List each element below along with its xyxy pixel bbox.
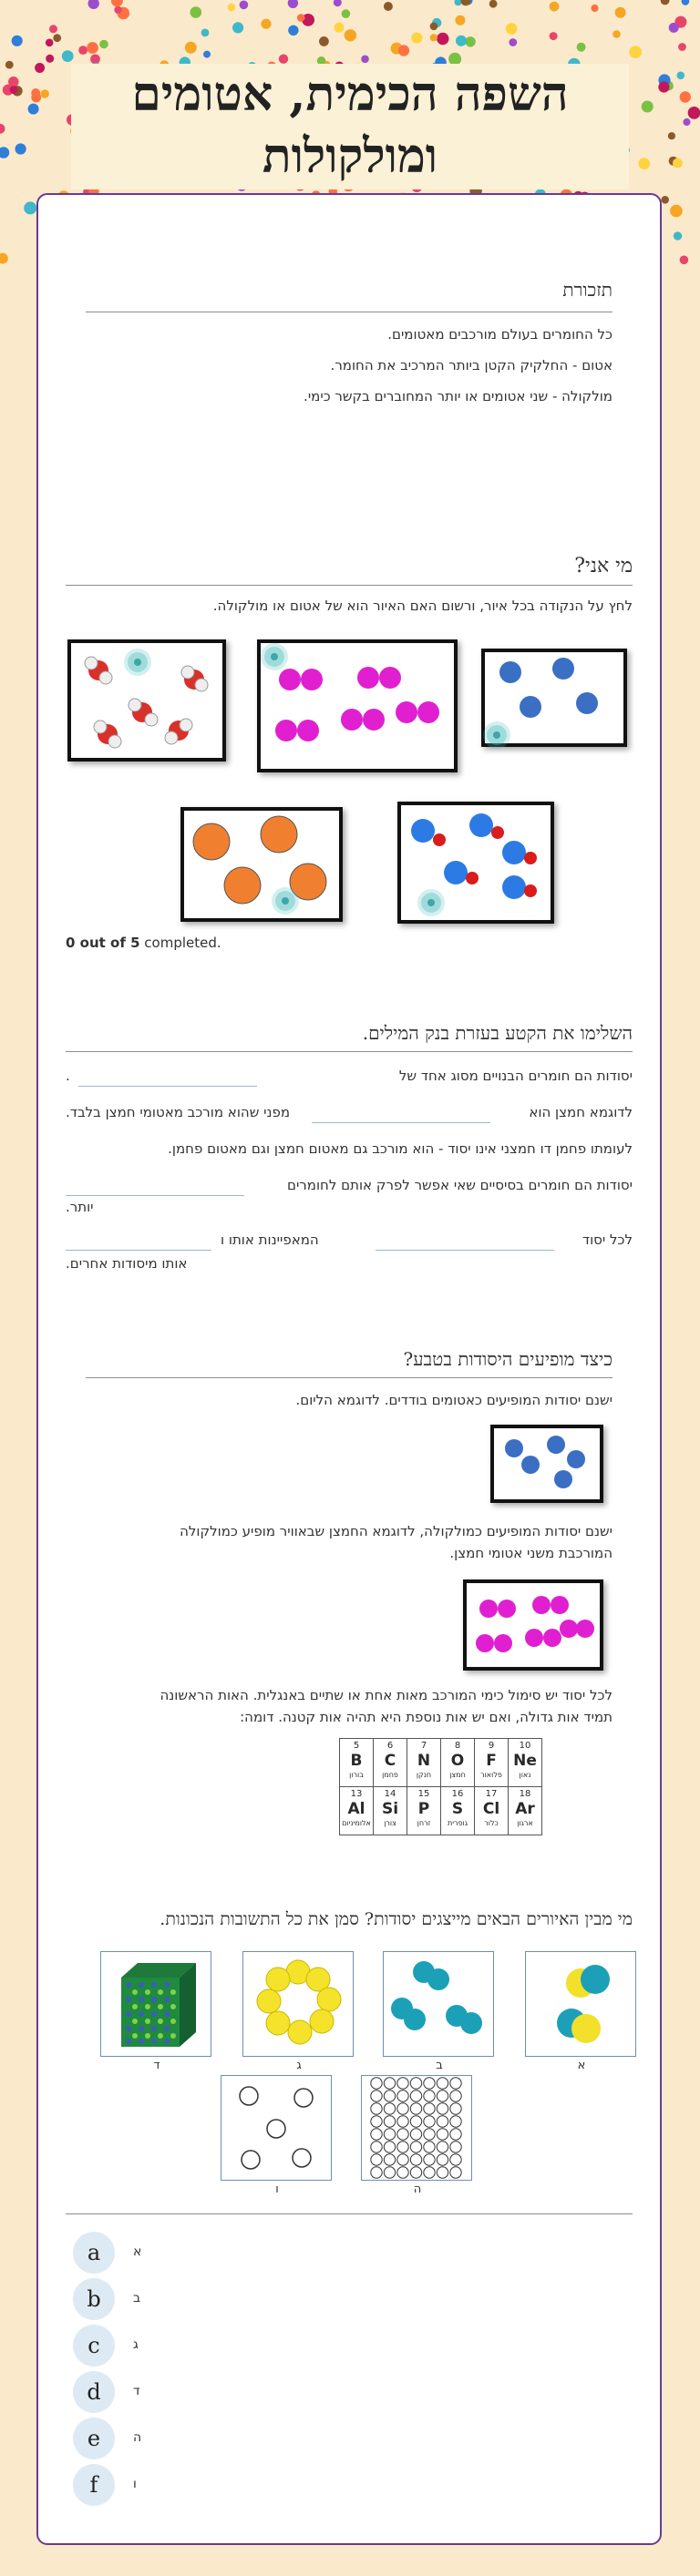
confetti-dot (232, 22, 243, 33)
element-cell (509, 1739, 542, 1787)
nature-divider (86, 1377, 612, 1378)
atomic-number: 9 (488, 1741, 495, 1751)
option-d-button[interactable]: d (73, 2371, 115, 2413)
confetti-dot (24, 201, 36, 214)
option-c-label: ג (133, 2337, 139, 2352)
grid-atom (410, 2116, 421, 2127)
confetti-dot (411, 33, 422, 44)
confetti-dot (35, 63, 45, 73)
grid-atom (450, 2090, 461, 2101)
element-symbol: S (451, 1800, 464, 1818)
confetti-dot (642, 101, 654, 113)
grid-atom (424, 2167, 435, 2178)
grid-atom (437, 2129, 448, 2140)
worksheet-card (36, 193, 662, 2545)
confetti-dot (506, 23, 518, 35)
grid-atom (424, 2090, 435, 2101)
grid-atom (371, 2078, 382, 2089)
quiz-image-d (100, 1951, 211, 2057)
confetti-dot (638, 158, 650, 169)
element-cell (475, 1739, 509, 1787)
grid-atom (450, 2154, 461, 2165)
nature-line-3a: לכל יסוד יש סימול כימי המורכב מאות אחת או שתיים באנגלית. האות הראשונה (160, 1687, 612, 1703)
confetti-dot (591, 5, 598, 12)
grid-atom (450, 2078, 461, 2089)
reminder-line-2: אטום - החלקיק הקטן ביותר המרכיב את החומר. (330, 357, 612, 373)
blank-3[interactable] (66, 1195, 244, 1196)
element-name: כלור (484, 1819, 499, 1827)
element-name: אלומיניום (342, 1819, 371, 1827)
option-c-button[interactable]: c (73, 2325, 115, 2366)
element-name: פלואור (480, 1771, 502, 1779)
periodic-table-excerpt (339, 1738, 542, 1835)
confetti-dot (658, 81, 669, 92)
grid-atom (437, 2142, 448, 2152)
image-oxygen-pairs (463, 1579, 603, 1671)
grid-atom (384, 2142, 395, 2152)
progress-suffix: completed. (139, 935, 221, 951)
quiz-divider (66, 2213, 633, 2214)
grid-atom (424, 2078, 435, 2089)
confetti-dot (680, 91, 691, 102)
element-symbol: Al (347, 1800, 365, 1818)
confetti-dot (342, 9, 351, 18)
element-symbol: Ar (515, 1800, 535, 1818)
confetti-dot (111, 0, 123, 6)
blank-5[interactable] (66, 1250, 211, 1251)
confetti-dot (674, 231, 682, 240)
confetti-dot (430, 23, 438, 31)
quiz-image-e-drawing (362, 2076, 471, 2180)
element-cell (441, 1739, 475, 1787)
confetti-dot (319, 36, 329, 46)
grid-atom (410, 2129, 421, 2140)
grid-atom (397, 2116, 408, 2127)
option-b-label: ב (133, 2291, 141, 2305)
atomic-number: 15 (417, 1789, 430, 1799)
confetti-dot (46, 55, 54, 63)
option-f-button[interactable]: f (73, 2464, 115, 2506)
nature-heading: כיצד מופיעים היסודות בטבע? (403, 1348, 612, 1370)
reminder-line-3: מולקולה - שני אטומים או יותר המחוברים בקשר כימי. (304, 388, 612, 404)
fill-in-divider (66, 1051, 633, 1052)
quiz-image-a (525, 1951, 636, 2057)
grid-atom (397, 2142, 408, 2152)
confetti-dot (203, 51, 211, 58)
confetti-dot (680, 256, 689, 265)
element-name: בורון (349, 1771, 364, 1779)
element-cell (509, 1787, 542, 1835)
grid-atom (397, 2154, 408, 2165)
confetti-dot (550, 32, 558, 40)
option-e-button[interactable]: e (73, 2418, 115, 2459)
grid-atom (397, 2129, 408, 2140)
confetti-dot (455, 0, 462, 5)
fill-in-line-5-end: אותו מיסודות אחרים. (66, 1255, 188, 1272)
atomic-number: 16 (451, 1789, 464, 1799)
confetti-dot (0, 253, 8, 264)
periodic-row (340, 1739, 542, 1787)
quiz-image-b (383, 1951, 494, 2057)
who-am-i-instruction: לחץ על הנקודה בכל איור, ורשום האם האיור הוא של אטום או מולקולה. (212, 598, 633, 614)
grid-atom (437, 2090, 448, 2101)
confetti-dot (465, 36, 475, 46)
nature-line-2a: ישנם יסודות המופיעים כמולקולה, לדוגמא החמצן שבאוויר מופיע כמולקולה (180, 1523, 612, 1539)
element-name: ארגון (517, 1819, 533, 1827)
confetti-dot (87, 42, 98, 54)
grid-atom (371, 2129, 382, 2140)
confetti-dot (612, 30, 621, 38)
quiz-image-f (221, 2075, 332, 2181)
confetti-dot (0, 147, 9, 158)
fill-in-line-5-mid: המאפיינות אותו ו (221, 1232, 319, 1248)
confetti-dot (12, 36, 23, 46)
confetti-dot (398, 45, 409, 56)
option-e-label: ה (133, 2430, 142, 2445)
grid-atom (424, 2103, 435, 2114)
grid-atom (397, 2103, 408, 2114)
confetti-dot (99, 40, 108, 49)
confetti-dot (10, 86, 18, 94)
grid-atom (397, 2090, 408, 2101)
fill-in-heading: השלימו את הקטע בעזרת בנק המילים. (362, 1022, 633, 1044)
confetti-dot (261, 19, 271, 29)
image-water-molecules (67, 639, 226, 762)
grid-atom (371, 2142, 382, 2152)
hotspot-large-atoms[interactable] (275, 891, 295, 911)
confetti-dot (288, 26, 298, 36)
grid-atom (384, 2078, 395, 2089)
confetti-dot (41, 89, 49, 97)
grid-atom (371, 2116, 382, 2127)
grid-atom (397, 2167, 408, 2178)
grid-atom (384, 2167, 395, 2178)
confetti-dot (288, 0, 298, 8)
confetti-dot (550, 2, 560, 12)
who-am-i-heading: מי אני? (574, 555, 633, 578)
element-cell (374, 1739, 407, 1787)
nature-line-3b: תמיד אות גדולה, ואם יש אות נוספת היא תהיה אות קטנה. דומה: (240, 1709, 612, 1725)
element-symbol: P (417, 1800, 430, 1818)
grid-atom (424, 2116, 435, 2127)
who-am-i-divider (66, 585, 633, 586)
confetti-dot (615, 7, 626, 18)
grid-atom (371, 2103, 382, 2114)
grid-atom (384, 2116, 395, 2127)
fill-in-line-1-end: . (66, 1068, 70, 1084)
periodic-row (340, 1787, 542, 1835)
element-symbol: Cl (482, 1800, 500, 1818)
hotspot-compound[interactable] (421, 893, 441, 913)
element-name: צורן (384, 1819, 396, 1827)
blank-4[interactable] (376, 1250, 554, 1251)
quiz-image-b-drawing (384, 1952, 493, 2056)
grid-atom (437, 2116, 448, 2127)
confetti-dot (661, 196, 669, 204)
image-helium-atoms (490, 1425, 603, 1503)
confetti-dot (456, 36, 467, 46)
confetti-dot (240, 1, 249, 10)
grid-atom (450, 2129, 461, 2140)
hotspot-atoms[interactable] (487, 725, 507, 745)
image-oxygen-molecules (257, 639, 458, 772)
grid-atom (450, 2142, 461, 2152)
fill-in-line-2-start: לדוגמא חמצן הוא (529, 1104, 633, 1120)
element-name: גופרית (447, 1819, 468, 1827)
fill-in-line-5-start: לכל יסוד (582, 1232, 633, 1248)
atomic-number: 17 (485, 1789, 498, 1799)
quiz-image-c-label: ג (296, 2059, 302, 2072)
page-title: השפה הכימית, אטומים ומולקולות (71, 64, 629, 189)
confetti-dot (46, 39, 54, 47)
confetti-dot (509, 38, 517, 46)
quiz-image-d-label: ד (153, 2059, 160, 2072)
grid-atom (384, 2090, 395, 2101)
fill-in-line-1: יסודות הם חומרים הבנויים מסוג אחד של (398, 1068, 633, 1084)
confetti-dot (455, 15, 465, 26)
element-symbol: Si (381, 1800, 399, 1818)
element-name: נאון (519, 1771, 531, 1779)
grid-atom (410, 2090, 421, 2101)
helium-atoms-drawing (494, 1428, 600, 1499)
option-d-label: ד (133, 2384, 140, 2398)
confetti-dot (361, 56, 369, 64)
confetti-dot (345, 29, 356, 41)
element-symbol: O (450, 1752, 465, 1770)
confetti-dot (279, 54, 288, 63)
confetti-dot (669, 23, 679, 33)
confetti-dot (461, 0, 471, 5)
confetti-dot (688, 107, 700, 119)
reminder-line-1: כל החומרים בעולם מורכבים מאטומים. (387, 326, 612, 342)
grid-atom (450, 2116, 461, 2127)
reminder-heading: תזכורת (562, 279, 612, 301)
confetti-dot (629, 46, 642, 58)
grid-atom (384, 2154, 395, 2165)
atomic-number: 18 (519, 1789, 531, 1799)
confetti-dot (677, 72, 685, 80)
quiz-image-b-label: ב (436, 2059, 443, 2072)
confetti-dot (88, 0, 99, 9)
progress-status (66, 935, 221, 951)
grid-atom (450, 2167, 461, 2178)
confetti-dot (28, 104, 39, 115)
atomic-number: 7 (420, 1741, 427, 1751)
confetti-dot (577, 43, 586, 52)
confetti-dot (335, 23, 345, 33)
quiz-image-e-label: ה (413, 2182, 422, 2196)
grid-atom (371, 2090, 382, 2101)
confetti-dot (185, 42, 197, 54)
nature-line-1: ישנם יסודות המופיעים כאטומים בודדים. לדוגמא הליום. (295, 1392, 612, 1408)
grid-atom (410, 2154, 421, 2165)
confetti-dot (334, 0, 342, 6)
confetti-dot (201, 29, 210, 37)
blank-1[interactable] (78, 1086, 257, 1087)
confetti-dot (678, 43, 686, 51)
grid-atom (424, 2142, 435, 2152)
quiz-image-a-drawing (526, 1952, 635, 2056)
confetti-dot (489, 0, 498, 8)
grid-atom (371, 2154, 382, 2165)
confetti-dot (15, 143, 26, 154)
grid-atom (437, 2078, 448, 2089)
atomic-number: 14 (384, 1789, 396, 1799)
oxygen-pairs-drawing (467, 1583, 600, 1667)
grid-atom (410, 2167, 421, 2178)
element-cell (407, 1787, 441, 1835)
option-f-label: ו (133, 2477, 137, 2491)
atomic-number: 6 (386, 1741, 394, 1751)
confetti-dot (661, 0, 670, 5)
nature-line-2b: המורכבת משני אטומי חמצן. (449, 1545, 612, 1561)
quiz-image-e (361, 2075, 472, 2181)
confetti-dot (682, 0, 690, 5)
confetti-dot (228, 4, 235, 11)
image-single-atoms (481, 649, 627, 747)
atomic-number: 5 (353, 1741, 360, 1751)
hotspot-water[interactable] (128, 652, 148, 672)
option-b-button[interactable]: b (73, 2278, 115, 2320)
quiz-image-c (242, 1951, 354, 2057)
element-cell (374, 1787, 407, 1835)
confetti-dot (190, 6, 202, 18)
grid-atom (450, 2103, 461, 2114)
confetti-dot (430, 34, 438, 41)
confetti-dot (53, 34, 61, 42)
quiz-image-f-label: ו (275, 2182, 279, 2196)
element-symbol: N (417, 1752, 431, 1770)
element-symbol: Ne (513, 1752, 537, 1770)
grid-atom (410, 2142, 421, 2152)
diatomic-molecules-drawing (261, 643, 454, 769)
grid-atom (437, 2103, 448, 2114)
confetti-dot (5, 61, 14, 69)
quiz-image-a-label: א (577, 2059, 586, 2072)
confetti-dot (0, 124, 5, 134)
element-name: זרחן (417, 1819, 431, 1827)
progress-count: 0 out of 5 (66, 935, 140, 951)
element-cell (441, 1787, 475, 1835)
confetti-dot (384, 2, 393, 11)
large-atoms-drawing (184, 811, 339, 918)
grid-atom (410, 2103, 421, 2114)
confetti-dot (668, 132, 675, 139)
quiz-image-d-drawing (101, 1952, 211, 2056)
confetti-dot (437, 33, 448, 45)
atomic-number: 8 (454, 1741, 461, 1751)
fill-in-line-2-end: מפני שהוא מורכב מאטומי חמצן בלבד. (66, 1104, 291, 1120)
element-name: חמצן (449, 1771, 466, 1779)
confetti-dot (31, 88, 40, 97)
atomic-number: 10 (519, 1741, 531, 1751)
element-name: פחמן (382, 1771, 398, 1779)
element-cell (340, 1787, 374, 1835)
element-cell (407, 1739, 441, 1787)
grid-atom (437, 2167, 448, 2178)
grid-atom (397, 2078, 408, 2089)
quiz-image-f-drawing (221, 2076, 331, 2180)
confetti-dot (78, 46, 88, 55)
element-symbol: C (384, 1752, 396, 1770)
fill-in-line-4-start: יסודות הם חומרים בסיסיים שאי אפשר לפרק אותם לחומרים (286, 1177, 633, 1193)
blank-2[interactable] (312, 1122, 490, 1123)
quiz-question: מי מבין האיורים הבאים מייצגים יסודות? סמן את כל התשובות הנכונות. (160, 1909, 633, 1929)
image-compound-molecules (397, 802, 554, 924)
confetti-dot (673, 158, 683, 169)
element-cell (475, 1787, 509, 1835)
confetti-dot (114, 6, 121, 14)
grid-atom (424, 2154, 435, 2165)
confetti-dot (670, 205, 683, 218)
element-cell (340, 1739, 374, 1787)
grid-atom (384, 2129, 395, 2140)
option-a-button[interactable]: a (73, 2232, 115, 2274)
image-large-atoms (180, 807, 343, 922)
fill-in-line-3: לעומתו פחמן דו חמצני אינו יסוד - הוא מורכב גם מאטום חמצן וגם מאטום פחמן. (168, 1140, 633, 1157)
confetti-dot (62, 50, 74, 62)
hotspot-oxygen[interactable] (264, 647, 284, 667)
grid-atom (437, 2154, 448, 2165)
fill-in-line-4-end: יותר. (66, 1199, 94, 1215)
element-symbol: F (486, 1752, 497, 1770)
confetti-dot (49, 25, 57, 33)
grid-atom (410, 2078, 421, 2089)
atomic-number: 13 (350, 1789, 363, 1799)
element-symbol: B (350, 1752, 363, 1770)
element-name: חנקן (416, 1771, 432, 1779)
confetti-dot (683, 118, 690, 126)
grid-atom (384, 2103, 395, 2114)
grid-atom (424, 2129, 435, 2140)
quiz-image-c-drawing (243, 1952, 353, 2056)
option-a-label: א (133, 2244, 142, 2259)
confetti-dot (297, 14, 305, 22)
confetti-dot (90, 55, 100, 65)
grid-atom (371, 2167, 382, 2178)
